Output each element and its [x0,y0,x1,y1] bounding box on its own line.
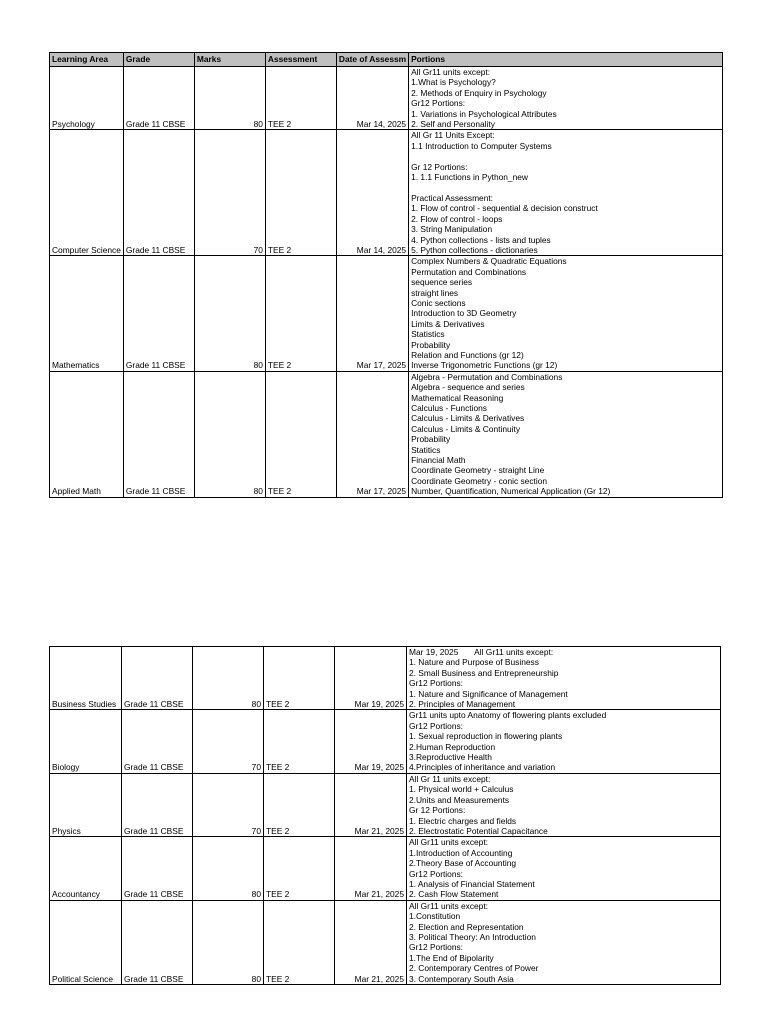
marks-cell: 70 [193,710,264,773]
learning-area-cell: Mathematics [50,256,124,371]
table-row [50,773,721,836]
table-row [50,130,723,256]
assessment-cell: TEE 2 [265,371,336,497]
learning-area-cell: Psychology [50,67,124,130]
date-cell: Mar 19, 2025 [335,647,407,710]
assessment-cell: TEE 2 [264,900,335,984]
date-cell: Mar 14, 2025 [336,67,408,130]
assessment-table-1 [49,52,723,498]
portions-cell: All Gr11 units except: 1.Introduction of Accounting 2.Theory Base of Accounting Gr12 Portions: 1. Analysis of Financial Statement 2. Cash Flow Statement [407,837,721,900]
header-row [50,53,723,67]
portions-cell: Complex Numbers & Quadratic Equations Permutation and Combinations sequence series straight lines Conic sections Introduction to 3D Geometry Limits & Derivatives Statistics Probability Relation and Functions (gr 12) Inverse Trigonometric Functions (gr 12) [409,256,723,371]
grade-cell: Grade 11 CBSE [123,371,194,497]
marks-cell: 70 [194,130,265,256]
header-date: Date of Assessm [336,53,408,67]
marks-cell: 80 [194,371,265,497]
portions-cell: All Gr 11 units except: 1. Physical world + Calculus 2.Units and Measurements Gr 12 Portions: 1. Electric charges and fields 2. Electrostatic Potential Capacitance [407,773,721,836]
date-cell: Mar 17, 2025 [336,371,408,497]
portions-cell: Gr11 units upto Anatomy of flowering plants excluded Gr12 Portions: 1. Sexual reproduction in flowering plants 2.Human Reproduction 3.Reproductive Health 4.Principles of inheritance and variation [407,710,721,773]
grade-cell: Grade 11 CBSE [122,773,193,836]
grade-cell: Grade 11 CBSE [122,837,193,900]
assessment-cell: TEE 2 [264,647,335,710]
header-portions: Portions [409,53,723,67]
marks-cell: 80 [193,647,264,710]
table-row [50,900,721,984]
date-cell: Mar 21, 2025 [335,837,407,900]
marks-cell: 80 [194,67,265,130]
assessment-cell: TEE 2 [264,773,335,836]
marks-cell: 80 [193,900,264,984]
table-row [50,67,723,130]
assessment-cell: TEE 2 [265,67,336,130]
date-cell: Mar 19, 2025 [335,710,407,773]
grade-cell: Grade 11 CBSE [123,67,194,130]
grade-cell: Grade 11 CBSE [122,900,193,984]
learning-area-cell: Business Studies [50,647,122,710]
learning-area-cell: Physics [50,773,122,836]
marks-cell: 80 [194,256,265,371]
header-marks: Marks [194,53,265,67]
table-row [50,371,723,497]
portions-cell: Mar 19, 2025 All Gr11 units except: 1. Nature and Purpose of Business 2. Small Business and Entrepreneurship Gr12 Portions: 1. Nature and Significance of Management 2. Principles of Management [407,647,721,710]
header-learning-area: Learning Area [50,53,124,67]
portions-cell: All Gr11 units except: 1.What is Psychology? 2. Methods of Enquiry in Psychology Gr12 Portions: 1. Variations in Psychological Attributes 2. Self and Personality [409,67,723,130]
marks-cell: 70 [193,773,264,836]
assessment-cell: TEE 2 [264,837,335,900]
learning-area-cell: Computer Science [50,130,124,256]
learning-area-cell: Accountancy [50,837,122,900]
grade-cell: Grade 11 CBSE [123,130,194,256]
assessment-cell: TEE 2 [265,256,336,371]
grade-cell: Grade 11 CBSE [122,647,193,710]
marks-cell: 80 [193,837,264,900]
date-cell: Mar 14, 2025 [336,130,408,256]
learning-area-cell: Biology [50,710,122,773]
table-row [50,647,721,710]
date-cell: Mar 21, 2025 [335,900,407,984]
portions-cell: All Gr11 units except: 1.Constitution 2. Election and Representation 3. Political Theory: An Introduction Gr12 Portions: 1.The End of Bipolarity 2. Contemporary Centres of Power 3. Contemporary South Asia [407,900,721,984]
table-row [50,710,721,773]
assessment-cell: TEE 2 [264,710,335,773]
header-grade: Grade [123,53,194,67]
table-row [50,837,721,900]
learning-area-cell: Political Science [50,900,122,984]
learning-area-cell: Applied Math [50,371,124,497]
portions-cell: Algebra - Permutation and Combinations Algebra - sequence and series Mathematical Reasoning Calculus - Functions Calculus - Limits & Derivatives Calculus - Limits & Continuity Probability Statitics Financial Math Coordinate Geometry - straight Line Coordinate Geometry - conic section Number, Quantification, Numerical Application (Gr 12) [409,371,723,497]
grade-cell: Grade 11 CBSE [122,710,193,773]
table-row [50,256,723,371]
grade-cell: Grade 11 CBSE [123,256,194,371]
date-cell: Mar 17, 2025 [336,256,408,371]
header-assessment: Assessment [265,53,336,67]
assessment-cell: TEE 2 [265,130,336,256]
assessment-table-2 [49,646,721,985]
portions-cell: All Gr 11 Units Except: 1.1 Introduction to Computer Systems Gr 12 Portions: 1. 1.1 Functions in Python_new Practical Assessment: 1. Flow of control - sequential & decision construct 2. Flow of control - loops 3. String Manipulation 4. Python collections - lists and tuples 5. Python collections - dictionaries [409,130,723,256]
date-cell: Mar 21, 2025 [335,773,407,836]
